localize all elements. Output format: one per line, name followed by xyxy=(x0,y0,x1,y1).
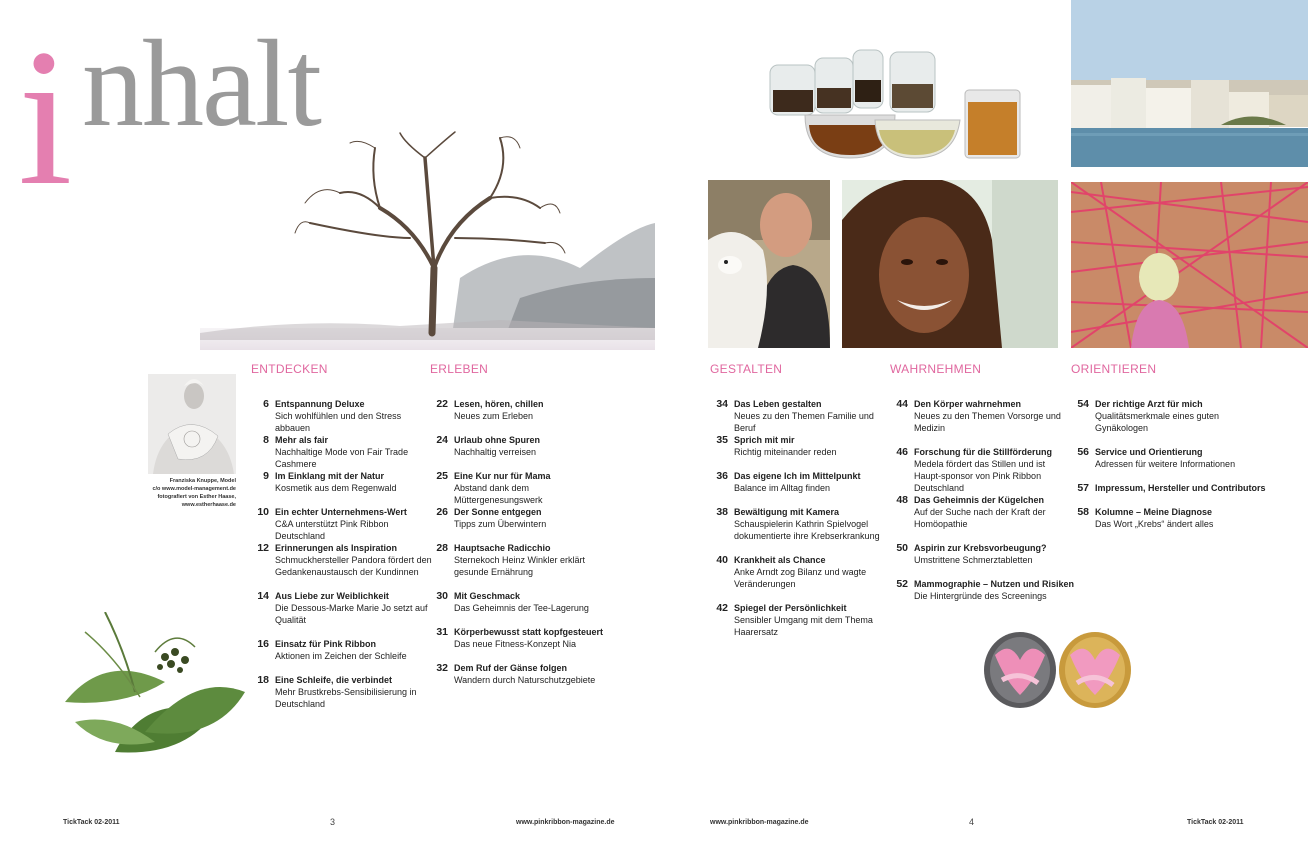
toc-entry-title: Dem Ruf der Gänse folgen xyxy=(454,663,568,673)
toc-entry-description: Das Geheimnis der Tee-Lagerung xyxy=(454,603,589,613)
toc-entry-title: Der Sonne entgegen xyxy=(454,507,542,517)
photo-credit-line: c/o www.model-management.de xyxy=(152,486,236,492)
toc-entry-description: Nachhaltige Mode von Fair Trade Cashmere xyxy=(275,447,409,469)
toc-entry-description: Kosmetik aus dem Regenwald xyxy=(275,483,397,493)
toc-entry-page-number: 35 xyxy=(716,434,728,446)
toc-entry-description: Nachhaltig verreisen xyxy=(454,447,537,457)
footer-magazine-left: TickTack 02-2011 xyxy=(63,819,120,826)
toc-entry-page-number: 34 xyxy=(716,398,728,410)
section-header-entdecken: ENTDECKEN xyxy=(251,362,328,376)
toc-entry-description: Sternekoch Heinz Winkler erklärt gesunde Ernährung xyxy=(454,555,586,577)
section-header-orientieren: ORIENTIEREN xyxy=(1071,362,1157,376)
toc-entry-page-number: 56 xyxy=(1077,446,1089,458)
winter-tree-photo xyxy=(200,128,655,350)
toc-entry-page-number: 48 xyxy=(896,494,908,506)
toc-entry-title: Bewältigung mit Kamera xyxy=(734,507,840,517)
toc-entry-title: Mammographie – Nutzen und Risiken xyxy=(914,579,1075,589)
toc-entry-description: C&A unterstützt Pink Ribbon Deutschland xyxy=(275,519,389,541)
footer-page-number-right: 4 xyxy=(969,817,975,827)
toc-entry-page-number: 18 xyxy=(257,674,269,686)
photo-credit-line: Franziska Knuppe, Model xyxy=(169,478,236,484)
toc-entry-description: Das neue Fitness-Konzept Nia xyxy=(454,639,577,649)
toc-entry-description: Neues zu den Themen Vorsorge und Medizin xyxy=(914,411,1061,433)
toc-entry-title: Erinnerungen als Inspiration xyxy=(275,543,398,553)
man-with-dog-photo xyxy=(708,180,830,348)
footer-page-number-left: 3 xyxy=(330,817,336,827)
toc-entry-description: Sich wohlfühlen und den Stress abbauen xyxy=(275,411,402,433)
toc-entry-title: Aus Liebe zur Weiblichkeit xyxy=(275,591,389,601)
toc-entry-title: Spiegel der Persönlichkeit xyxy=(734,603,847,613)
toc-entry-page-number: 9 xyxy=(263,470,269,482)
pink-yarn-installation-photo xyxy=(1071,182,1308,348)
toc-entry-title: Das Geheimnis der Kügelchen xyxy=(914,495,1045,505)
toc-entry-title: Urlaub ohne Spuren xyxy=(454,435,541,445)
toc-entry-description: Umstrittene Schmerztabletten xyxy=(914,555,1033,565)
section-header-erleben: ERLEBEN xyxy=(430,362,489,376)
toc-entry-page-number: 50 xyxy=(896,542,908,554)
toc-entry-page-number: 38 xyxy=(716,506,728,518)
toc-entry-page-number: 44 xyxy=(896,398,908,410)
toc-entry-title: Aspirin zur Krebsvorbeugung? xyxy=(914,543,1047,553)
toc-entry-title: Hauptsache Radicchio xyxy=(454,543,551,553)
section-header-gestalten: GESTALTEN xyxy=(710,362,783,376)
herbs-photo xyxy=(45,612,255,767)
toc-entry-page-number: 46 xyxy=(896,446,908,458)
toc-entry-description: Aktionen im Zeichen der Schleife xyxy=(275,651,407,661)
photo-credit-line: www.estherhaase.de xyxy=(181,502,236,508)
toc-entry-title: Eine Kur nur für Mama xyxy=(454,471,551,481)
toc-entry-description: Neues zu den Themen Familie und Beruf xyxy=(734,411,874,433)
footer-url-right[interactable]: www.pinkribbon-magazine.de xyxy=(710,819,809,826)
toc-entry-page-number: 32 xyxy=(436,662,448,674)
toc-entry-page-number: 16 xyxy=(257,638,269,650)
toc-entry-title: Eine Schleife, die verbindet xyxy=(275,675,393,685)
toc-entry-description: Neues zum Erleben xyxy=(454,411,534,421)
toc-entry-description: Qualitätsmerkmale eines guten Gynäkologen xyxy=(1095,411,1220,433)
toc-entry-title: Den Körper wahrnehmen xyxy=(914,399,1022,409)
toc-entry-title: Krankheit als Chance xyxy=(734,555,826,565)
toc-entry-page-number: 54 xyxy=(1077,398,1089,410)
title-initial: i xyxy=(18,9,73,226)
footer-url-left[interactable]: www.pinkribbon-magazine.de xyxy=(516,819,615,826)
section-header-wahrnehmen: WAHRNEHMEN xyxy=(890,362,982,376)
title-text: nhalt xyxy=(82,15,320,152)
toc-entry-description: Wandern durch Naturschutzgebiete xyxy=(454,675,596,685)
photo-credit-line: fotografiert von Esther Haase, xyxy=(157,494,236,500)
toc-entry-description: Medela fördert das Stillen und ist Haupt-sponsor von Pink Ribbon Deutschland xyxy=(914,459,1046,493)
tea-jars-photo xyxy=(765,40,1025,165)
toc-entry-description: Abstand dank dem Müttergenesungswerk xyxy=(454,483,543,505)
toc-entry-description: Die Dessous-Marke Marie Jo setzt auf Qualität xyxy=(275,603,428,625)
photo-credit xyxy=(110,477,236,509)
toc-entry-description: Das Wort „Krebs“ ändert alles xyxy=(1095,519,1214,529)
model-photo xyxy=(148,374,236,474)
toc-entry-title: Das eigene Ich im Mittelpunkt xyxy=(734,471,861,481)
toc-entry-description: Anke Arndt zog Bilanz und wagte Veränderungen xyxy=(734,567,867,589)
toc-entry-page-number: 57 xyxy=(1077,482,1089,494)
toc-entry-page-number: 31 xyxy=(436,626,448,638)
toc-entry-title: Im Einklang mit der Natur xyxy=(275,471,385,481)
toc-entry-description: Die Hintergründe des Screenings xyxy=(914,591,1047,601)
toc-entry-title: Kolumne – Meine Diagnose xyxy=(1095,507,1213,517)
toc-entry-page-number: 6 xyxy=(263,398,269,410)
toc-entry-page-number: 8 xyxy=(263,434,269,446)
toc-entry-title: Körperbewusst statt kopfgesteuert xyxy=(454,627,604,637)
toc-entry-page-number: 36 xyxy=(716,470,728,482)
toc-entry-title: Lesen, hören, chillen xyxy=(454,399,544,409)
toc-entry-description: Richtig miteinander reden xyxy=(734,447,837,457)
toc-entry-title: Der richtige Arzt für mich xyxy=(1095,399,1203,409)
toc-entry-title: Einsatz für Pink Ribbon xyxy=(275,639,377,649)
toc-entry-page-number: 28 xyxy=(436,542,448,554)
toc-entry-title: Service und Orientierung xyxy=(1095,447,1203,457)
toc-entry-title: Mehr als fair xyxy=(275,435,329,445)
toc-entry-description: Auf der Suche nach der Kraft der Homöopathie xyxy=(914,507,1046,529)
toc-entry-title: Entspannung Deluxe xyxy=(275,399,365,409)
toc-entry-page-number: 40 xyxy=(716,554,728,566)
toc-entry-page-number: 22 xyxy=(436,398,448,410)
toc-entry-description: Adressen für weitere Informationen xyxy=(1095,459,1236,469)
toc-entry-page-number: 24 xyxy=(436,434,448,446)
toc-entry-page-number: 14 xyxy=(257,590,269,602)
toc-entry-page-number: 26 xyxy=(436,506,448,518)
toc-entry-page-number: 25 xyxy=(436,470,448,482)
toc-entry-title: Forschung für die Stillförderung xyxy=(914,447,1052,457)
toc-entry-description: Mehr Brustkrebs-Sensibilisierung in Deutschland xyxy=(275,687,417,709)
toc-entry-description: Sensibler Umgang mit dem Thema Haarersatz xyxy=(734,615,873,637)
footer-magazine-right: TickTack 02-2011 xyxy=(1187,819,1244,826)
toc-entry-page-number: 30 xyxy=(436,590,448,602)
charm-beads-photo xyxy=(980,625,1140,720)
toc-entry-title: Sprich mit mir xyxy=(734,435,795,445)
toc-entry-page-number: 52 xyxy=(896,578,908,590)
toc-entry-page-number: 12 xyxy=(257,542,269,554)
toc-entry-page-number: 42 xyxy=(716,602,728,614)
toc-entry-title: Ein echter Unternehmens-Wert xyxy=(275,507,407,517)
toc-entry-title: Mit Geschmack xyxy=(454,591,521,601)
toc-entry-title: Das Leben gestalten xyxy=(734,399,822,409)
woman-portrait-photo xyxy=(842,180,1058,348)
toc-entry-description: Schauspielerin Kathrin Spielvogel dokumentierte ihre Krebserkrankung xyxy=(734,519,880,541)
toc-entry-description: Tipps zum Überwintern xyxy=(454,519,547,529)
coastal-town-photo xyxy=(1071,0,1308,167)
toc-entry-page-number: 58 xyxy=(1077,506,1089,518)
toc-entry-page-number: 10 xyxy=(257,506,269,518)
toc-entry-title: Impressum, Hersteller und Contributors xyxy=(1095,483,1266,493)
toc-entry-description: Balance im Alltag finden xyxy=(734,483,831,493)
toc-entry-description: Schmuckhersteller Pandora fördert den Gedankenaustausch der Kundinnen xyxy=(275,555,432,577)
